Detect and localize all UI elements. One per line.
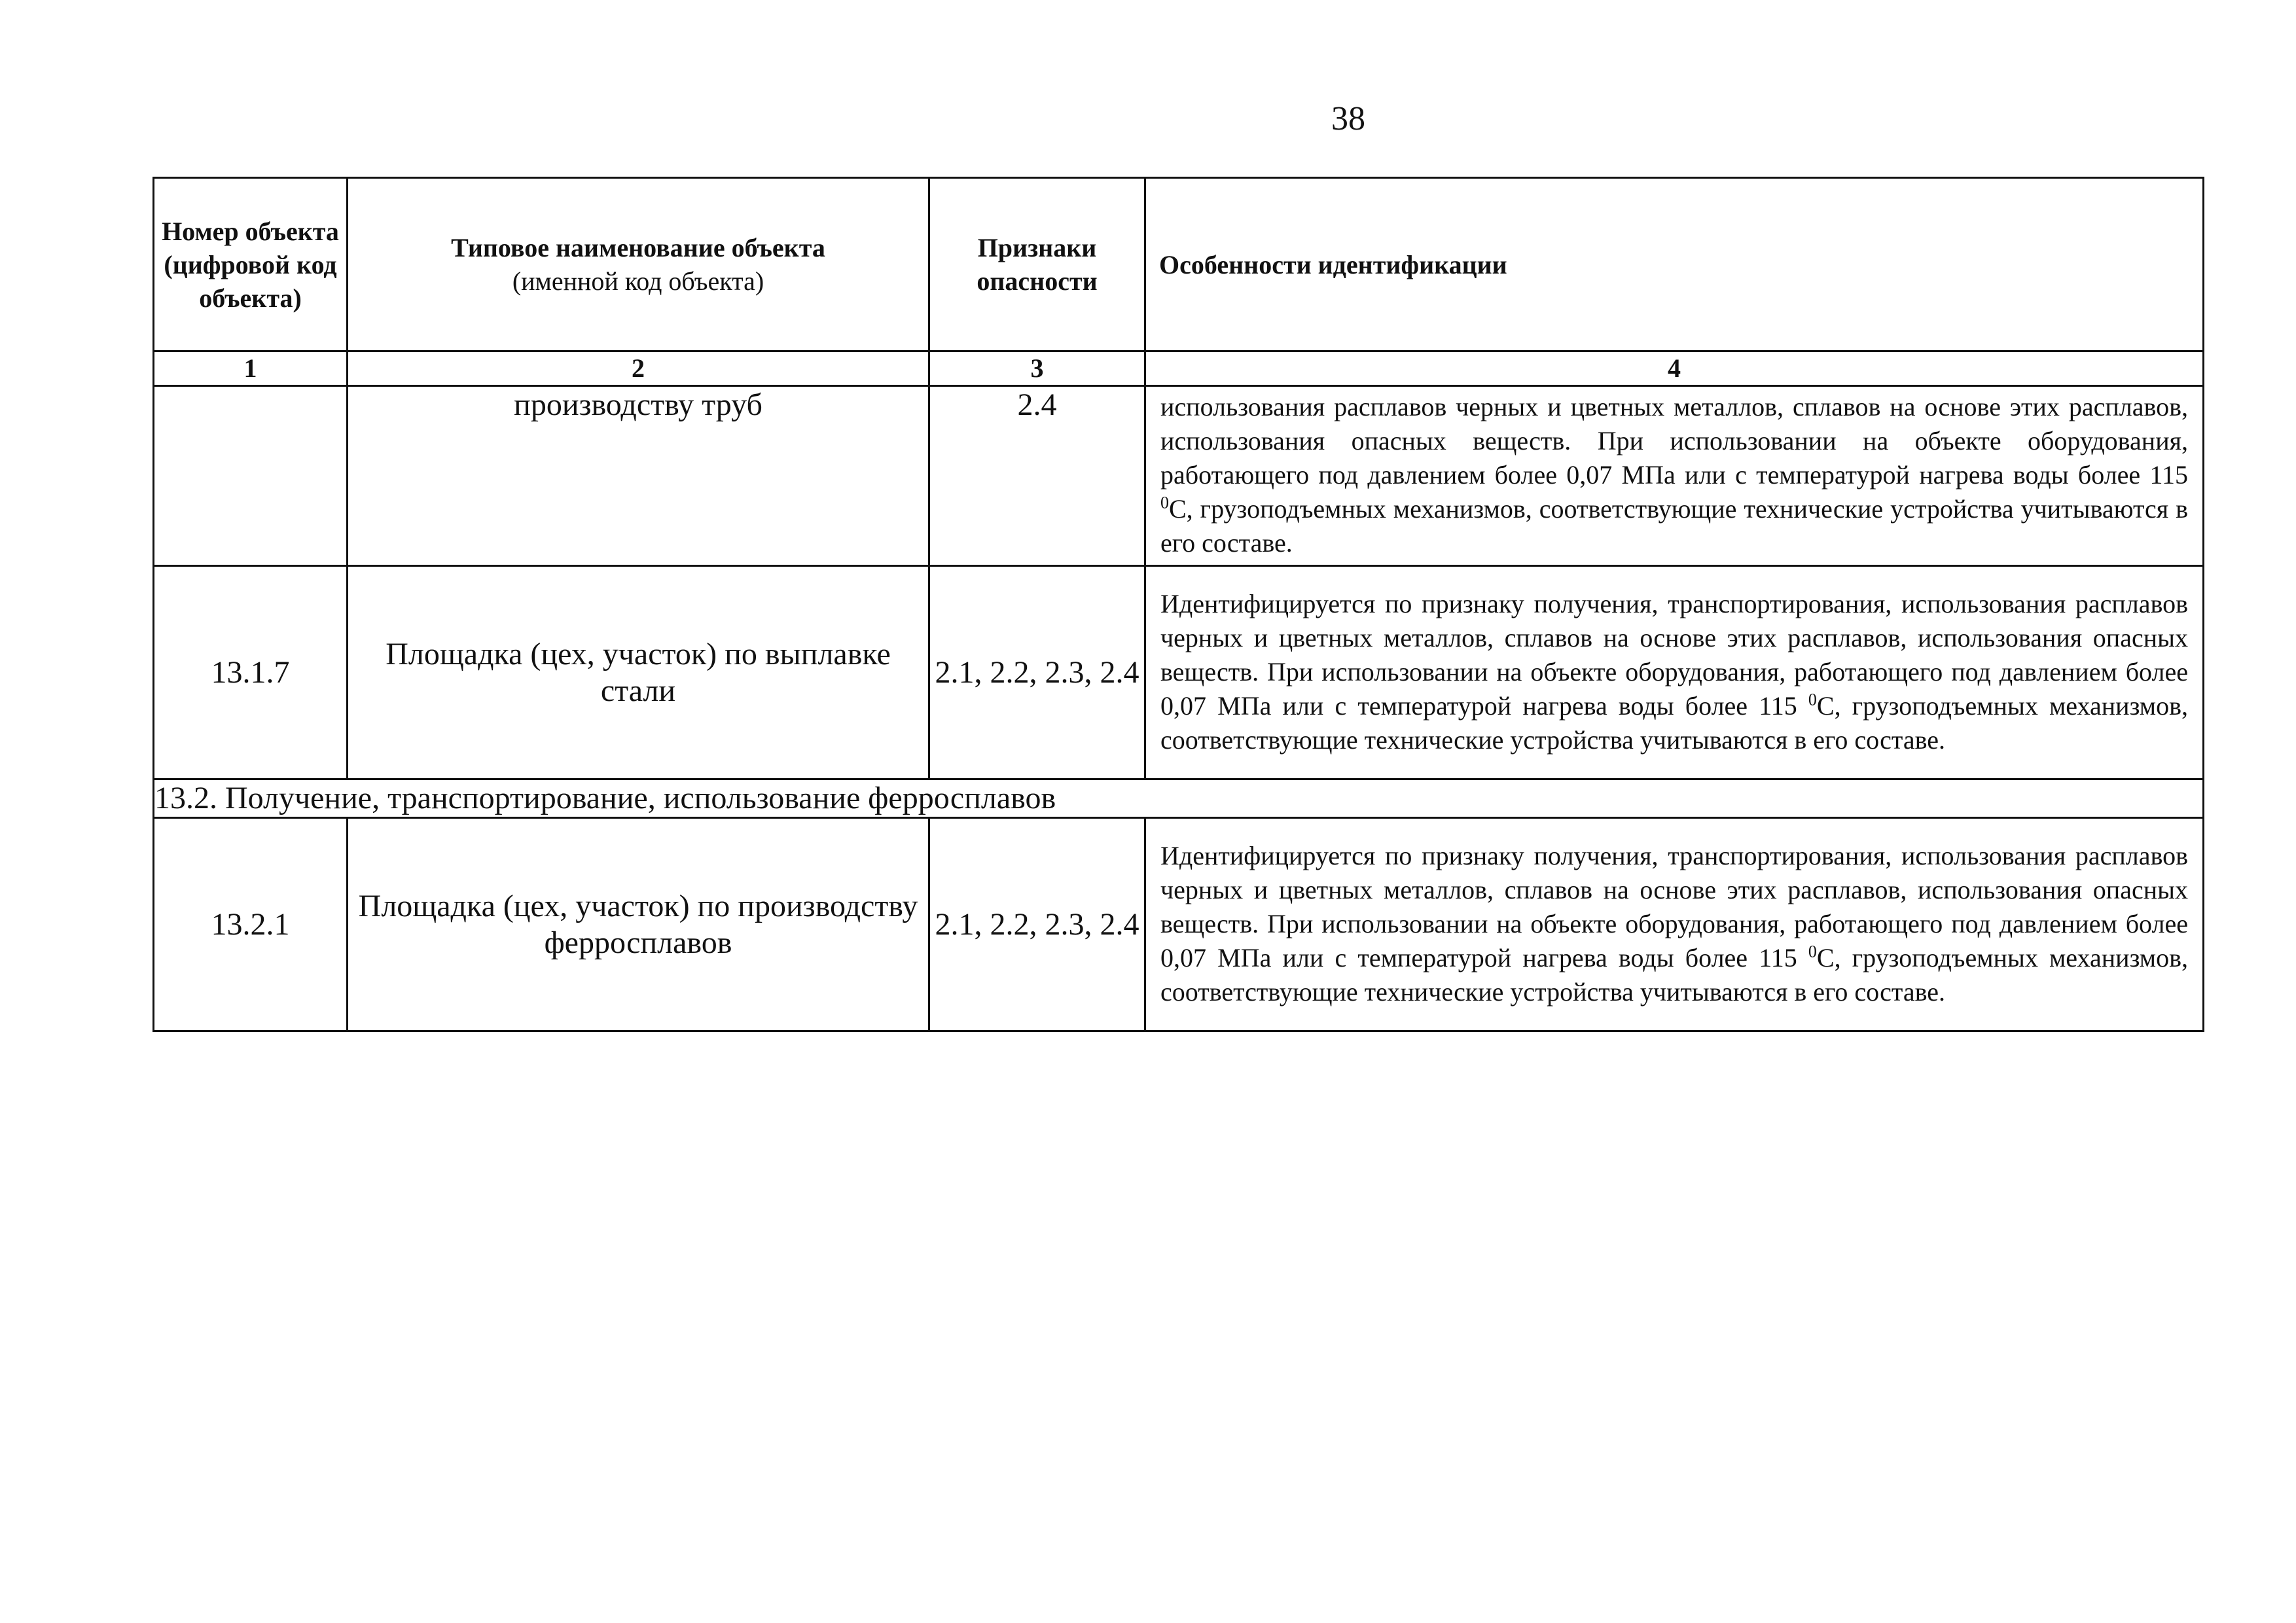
identification-table (152, 177, 2204, 1032)
page-number: 38 (1331, 100, 1365, 137)
object-number: 13.2.1 (154, 818, 348, 1031)
identification-features (1145, 386, 2204, 566)
object-number (154, 386, 348, 566)
table-row (154, 566, 2204, 779)
header-object-name-title: Типовое наименование объекта (451, 233, 825, 262)
object-name: Площадка (цех, участок) по производству ферросплавов (348, 818, 929, 1031)
hazard-signs: 2.1, 2.2, 2.3, 2.4 (929, 818, 1145, 1031)
description-text: С, грузоподъемных механизмов, соответствующие технические устройства учитываются в его составе. (1160, 690, 2189, 755)
object-number: 13.1.7 (154, 566, 348, 779)
header-hazard-signs: Признаки опасности (929, 178, 1145, 351)
table-header-row (154, 178, 2204, 351)
description-text: использования расплавов черных и цветных металлов, сплавов на основе этих расплавов, использования опасных веществ. При использовании на объекте оборудования, работающего под давлением более 0,07 МПа или с температурой нагрева воды более 115 (1160, 392, 2188, 490)
column-number: 4 (1145, 351, 2204, 386)
identification-features (1145, 818, 2204, 1031)
section-heading: 13.2. Получение, транспортирование, использование ферросплавов (154, 779, 2204, 818)
header-identification-features: Особенности идентификации (1145, 178, 2204, 351)
object-name: производству труб (348, 386, 929, 566)
column-number: 3 (929, 351, 1145, 386)
hazard-signs: 2.4 (929, 386, 1145, 566)
table-row (154, 818, 2204, 1031)
section-heading-row (154, 779, 2204, 818)
table-row (154, 386, 2204, 566)
column-number-row (154, 351, 2204, 386)
description-text: Идентифицируется по признаку получения, транспортирования, использования расплавов черных и цветных металлов, сплавов на основе этих расплавов, использования опасных веществ. При использовании на объекте оборудования, работающего под давлением более 0,07 МПа или с температурой нагрева воды более 115 (1160, 840, 2188, 972)
degree-superscript: 0 (1808, 690, 1817, 709)
column-number: 2 (348, 351, 929, 386)
object-name: Площадка (цех, участок) по выплавке стали (348, 566, 929, 779)
degree-superscript: 0 (1808, 942, 1817, 961)
description-text: С, грузоподъемных механизмов, соответствующие технические устройства учитываются в его составе. (1160, 494, 2188, 558)
description-text: С, грузоподъемных механизмов, соответствующие технические устройства учитываются в его составе. (1160, 942, 2189, 1007)
header-object-name (348, 178, 929, 351)
hazard-signs: 2.1, 2.2, 2.3, 2.4 (929, 566, 1145, 779)
degree-superscript: 0 (1160, 493, 1169, 512)
description-text: Идентифицируется по признаку получения, транспортирования, использования расплавов черных и цветных металлов, сплавов на основе этих расплавов, использования опасных веществ. При использовании на объекте оборудования, работающего под давлением более 0,07 МПа или с температурой нагрева воды более 115 (1160, 588, 2188, 721)
header-object-name-subtitle: (именной код объекта) (512, 266, 764, 296)
column-number: 1 (154, 351, 348, 386)
identification-features (1145, 566, 2204, 779)
header-object-number: Номер объекта (цифровой код объекта) (154, 178, 348, 351)
